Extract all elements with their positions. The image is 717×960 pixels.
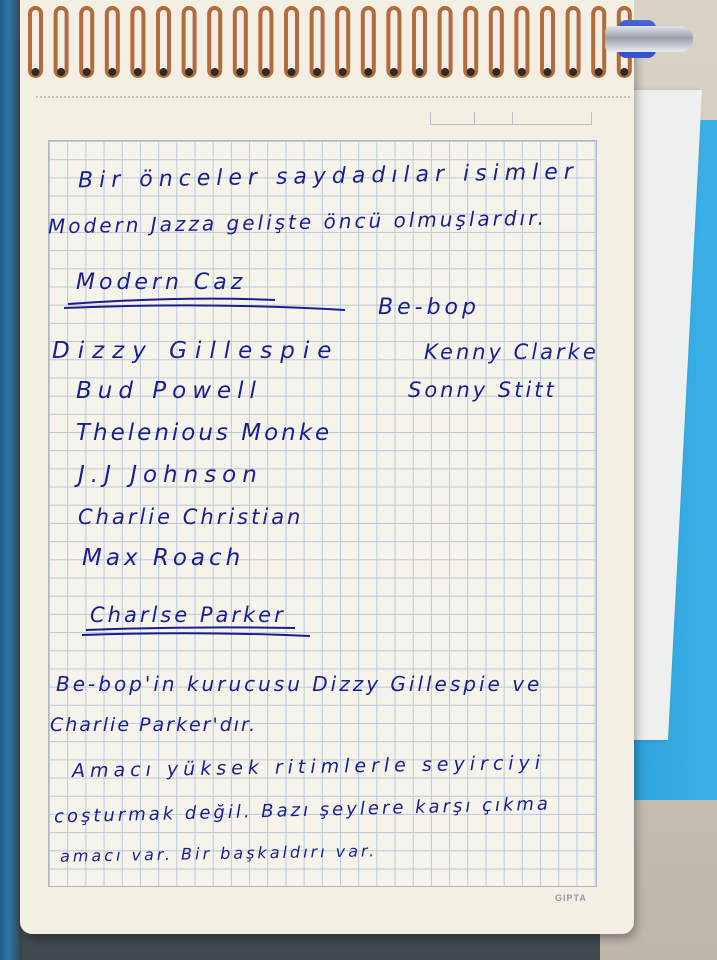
binding-hole (185, 68, 193, 76)
spiral-ring (56, 8, 67, 76)
spiral-ring (107, 8, 118, 76)
spiral-ring (158, 8, 169, 76)
binding-hole (57, 68, 65, 76)
binding-hole (339, 68, 347, 76)
binding-hole (108, 68, 116, 76)
binding-hole (518, 68, 526, 76)
name-sonny-stitt: Sonny Stitt (408, 378, 557, 402)
binding-hole (467, 68, 475, 76)
paragraph-line-5: amacı var. Bir başkaldırı var. (59, 841, 378, 866)
binding-hole (364, 68, 372, 76)
spiral-ring (260, 8, 271, 76)
spiral-ring (30, 8, 41, 76)
spiral-ring (81, 8, 92, 76)
paragraph-line-1: Be-bop'in kurucusu Dizzy Gillespie ve (56, 672, 543, 696)
binding-hole (492, 68, 500, 76)
heading-1-underline (60, 296, 350, 316)
name-kenny-clarke: Kenny Clarke (424, 340, 599, 364)
paragraph-line-2: Charlie Parker'dır. (50, 714, 258, 736)
spiral-ring (363, 8, 374, 76)
spiral-ring (388, 8, 399, 76)
binding-hole (620, 68, 628, 76)
spiral-ring (312, 8, 323, 76)
name-dizzy-gillespie: Dizzy Gillespie (52, 338, 340, 364)
binding-hole (236, 68, 244, 76)
binding-hole (595, 68, 603, 76)
spiral-ring (516, 8, 527, 76)
name-jj-johnson: J.J Johnson (78, 462, 263, 488)
date-box (430, 110, 592, 125)
binding-hole (313, 68, 321, 76)
intro-line-2: Modern Jazza gelişte öncü olmuşlardır. (47, 205, 548, 239)
name-max-roach: Max Roach (82, 545, 245, 571)
paragraph-line-3: Amacı yüksek ritimlerle seyirciyi (71, 751, 546, 783)
spiral-ring (414, 8, 425, 76)
binding-hole (32, 68, 40, 76)
binding-hole (416, 68, 424, 76)
spiral-ring (440, 8, 451, 76)
name-bud-powell: Bud Powell (76, 378, 262, 404)
spiral-ring (184, 8, 195, 76)
perforation-line (36, 96, 630, 98)
desk-left (0, 0, 22, 960)
heading-modern-caz: Modern Caz (76, 270, 247, 295)
binding-hole (211, 68, 219, 76)
heading-charlse-parker: Charlse Parker (90, 603, 286, 627)
spiral-ring (132, 8, 143, 76)
binding-hole (288, 68, 296, 76)
spiral-binding (22, 0, 632, 90)
binding-hole (83, 68, 91, 76)
spiral-ring (465, 8, 476, 76)
intro-line-1: Bir önceler saydadılar isimler (77, 159, 580, 194)
spiral-ring (568, 8, 579, 76)
binding-hole (134, 68, 142, 76)
binding-hole (160, 68, 168, 76)
spiral-ring (593, 8, 604, 76)
binding-hole (390, 68, 398, 76)
paragraph-line-4: coşturmak değil. Bazı şeylere karşı çıkma (53, 793, 552, 828)
spiral-ring (235, 8, 246, 76)
spiral-ring (337, 8, 348, 76)
binding-hole (262, 68, 270, 76)
heading-2-underline (80, 624, 320, 642)
name-charlie-christian: Charlie Christian (78, 505, 304, 529)
binding-hole (569, 68, 577, 76)
name-thelenious-monke: Thelenious Monke (76, 420, 333, 446)
brand-logo: GIPTA (555, 893, 587, 903)
spiral-ring (286, 8, 297, 76)
pen (605, 26, 693, 52)
spiral-ring (209, 8, 220, 76)
spiral-ring (491, 8, 502, 76)
spiral-ring (542, 8, 553, 76)
binding-hole (441, 68, 449, 76)
bebop-label: Be-bop (378, 295, 480, 320)
binding-hole (544, 68, 552, 76)
